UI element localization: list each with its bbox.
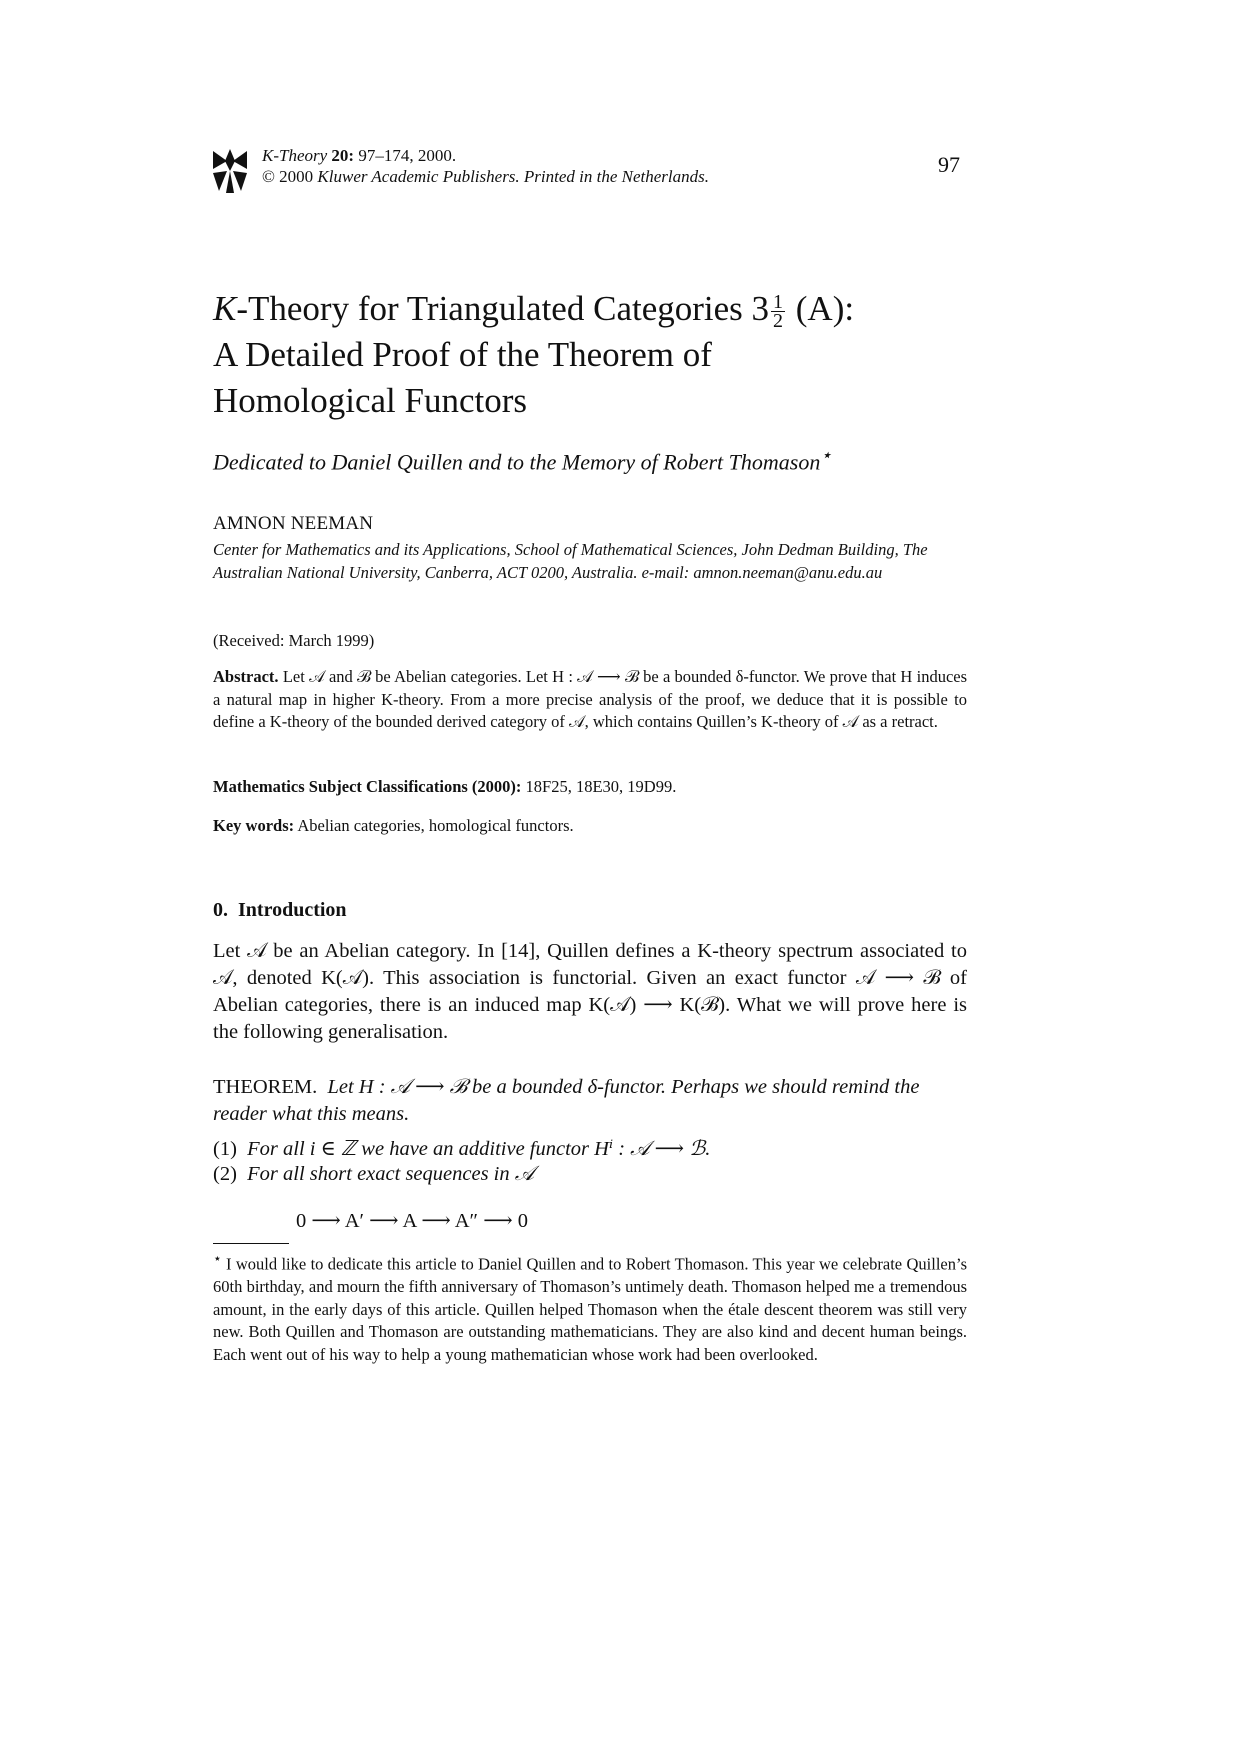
title-fraction [771, 291, 785, 333]
journal-pages: 97–174, 2000. [358, 146, 457, 165]
msc-label: Mathematics Subject Classifications (2000): [213, 777, 522, 796]
list-item-number: (2) [213, 1163, 237, 1185]
intro-paragraph: Let 𝒜 be an Abelian category. In [14], Quillen defines a K-theory spectrum associated to 𝒜, denoted K(𝒜). This association is functorial. Given an exact functor 𝒜 ⟶ ℬ of Abelian categories, there is an induced map K(𝒜) ⟶ K(ℬ). What we will prove here is the following generalisation. [213, 940, 967, 1043]
dedication-text: Dedicated to Daniel Quillen and to the Memory of Robert Thomason [213, 449, 821, 475]
list-item-text: For all short exact sequences in 𝒜 [247, 1163, 535, 1185]
title-line-2: A Detailed Proof of the Theorem of [213, 335, 712, 374]
abstract-text: Let 𝒜 and ℬ be Abelian categories. Let H : 𝒜 ⟶ ℬ be a bounded δ-functor. We prove that H induces a natural map in higher K-theory. From a more precise analysis of the proof, we deduce that it is possible to define a K-theory of the bounded derived category of 𝒜, which contains Quillen’s K-theory of 𝒜 as a retract. [213, 667, 968, 731]
theorem [213, 1074, 967, 1128]
fraction-numerator: 1 [773, 291, 784, 314]
list-item [213, 1163, 534, 1186]
theorem-label: THEOREM. [213, 1076, 318, 1098]
title-line-3: Homological Functors [213, 381, 527, 420]
exact-sequence: 0 ⟶ A′ ⟶ A ⟶ A″ ⟶ 0 [296, 1210, 528, 1232]
dedication [213, 445, 832, 475]
section-number: 0. [213, 899, 228, 921]
page-number: 97 [938, 152, 960, 177]
section-title: Introduction [238, 899, 347, 921]
title-part1: -Theory for Triangulated Categories 3 [236, 289, 770, 328]
title-line-1 [213, 286, 1013, 332]
paper-title [213, 286, 1013, 424]
journal-name: K-Theory [262, 146, 328, 165]
list-item [213, 1136, 710, 1161]
theorem-text: Let H : 𝒜 ⟶ ℬ be a bounded δ-functor. Perhaps we should remind the reader what this means. [213, 1076, 920, 1125]
copyright-line [262, 166, 709, 187]
abstract-label: Abstract. [213, 667, 279, 686]
footnote-marker[interactable]: ⋆ [820, 445, 832, 465]
author-name: AMNON NEEMAN [213, 513, 374, 534]
copyright-symbol: © [262, 167, 275, 186]
footnote-text: I would like to dedicate this article to Daniel Quillen and to Robert Thomason. This year we celebrate Quillen’s 60th birthday, and mourn the fifth anniversary of Thomason’s untimely death. Thomason helped me a tremendous amount, in the early days of this article. Quillen helped Thomason when the étale descent theorem was still very new. Both Quillen and Thomason are outstanding mathematicians. They are also kind and decent human beings. Each went out of his way to help a young mathematician whose work had been overlooked. [213, 1254, 967, 1364]
journal-volume: 20: [331, 146, 355, 165]
journal-line [262, 145, 709, 166]
author-affiliation: Center for Mathematics and its Applications, School of Mathematical Sciences, John Dedman Building, The Australian National University, Canberra, ACT 0200, Australia. e-mail: amnon.neeman@anu.edu.au [213, 540, 928, 582]
keywords-label: Key words: [213, 816, 295, 835]
title-k: K [213, 289, 237, 328]
received-date: (Received: March 1999) [213, 631, 375, 650]
kluwer-logo-icon [213, 149, 247, 193]
footnote-mark: ⋆ [213, 1251, 222, 1266]
list-item-text: For all i ∈ ℤ we have an additive functor Hⁱ : 𝒜 ⟶ ℬ. [247, 1138, 711, 1160]
title-part2: (A): [787, 289, 855, 328]
section-heading [213, 899, 347, 922]
footnote-rule [213, 1243, 289, 1244]
publisher-line: Kluwer Academic Publishers. Printed in the Netherlands. [317, 167, 710, 186]
fraction-denominator: 2 [773, 310, 784, 333]
list-item-number: (1) [213, 1138, 237, 1160]
abstract [213, 666, 967, 734]
keywords [213, 816, 574, 836]
footnote [213, 1248, 967, 1366]
journal-info [262, 145, 709, 187]
msc-value: 18F25, 18E30, 19D99. [525, 777, 677, 796]
msc-classification [213, 777, 676, 797]
keywords-value: Abelian categories, homological functors. [297, 816, 574, 835]
copyright-year: 2000 [279, 167, 314, 186]
